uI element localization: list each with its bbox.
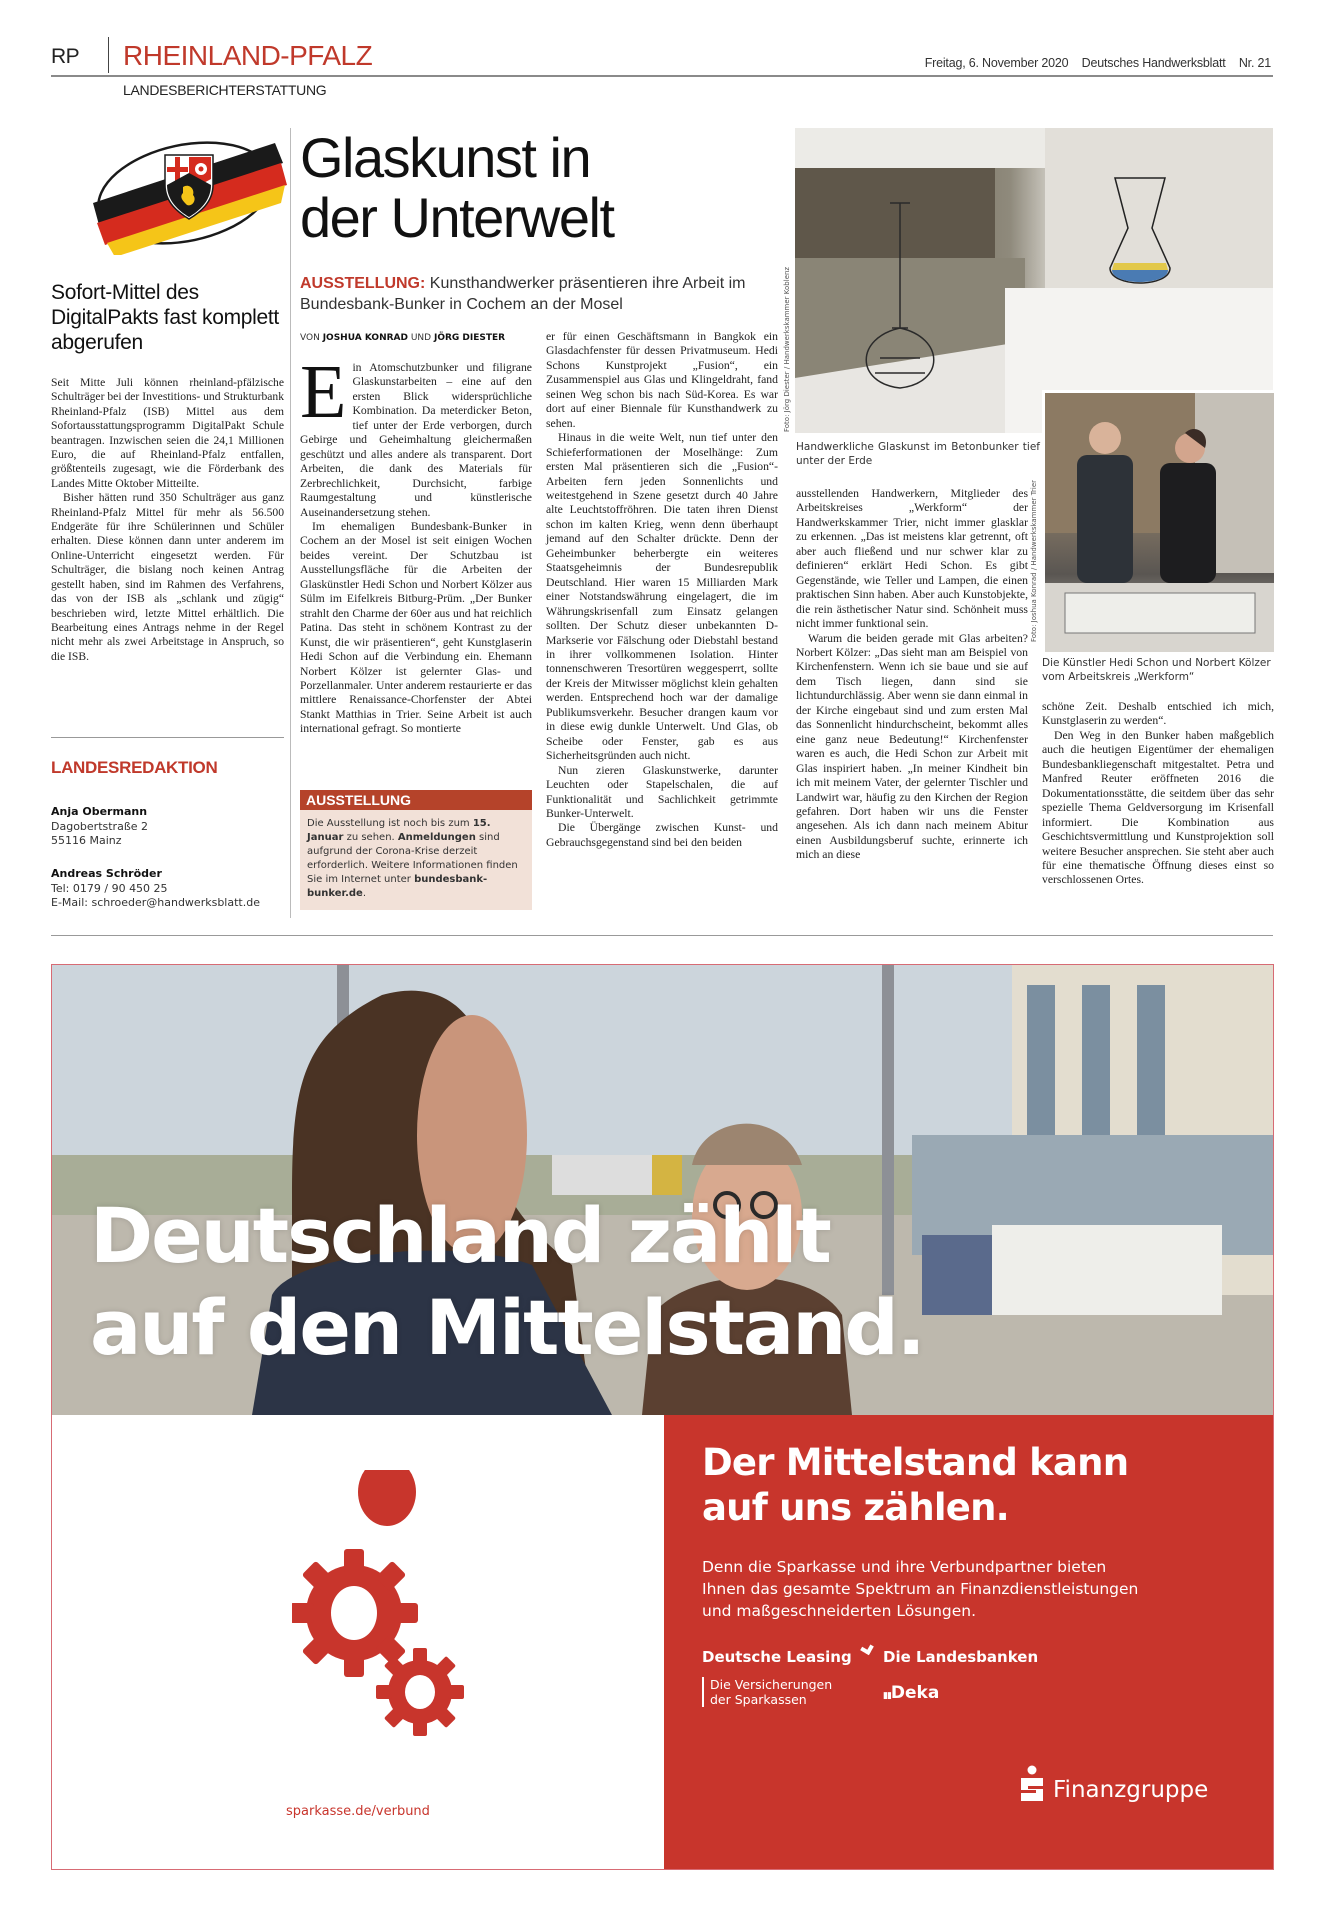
sparkasse-s-icon (1019, 1765, 1045, 1805)
gears-person-icon (292, 1470, 472, 1740)
photo-caption: Handwerkliche Glaskunst im Betonbunker tief unter der Erde (796, 441, 1040, 467)
photo-glass-art (795, 128, 1273, 433)
partner-deka: ▮▮Deka (883, 1683, 940, 1703)
contact-phone: Tel: 0179 / 90 450 25 (51, 881, 168, 895)
infobox-link[interactable]: bundesbank-bunker.de (307, 874, 488, 899)
ad-title: Der Mittelstand kann auf uns zählen. (702, 1441, 1129, 1529)
contact-name: Anja Obermann (51, 805, 148, 818)
section-code: RP (51, 45, 80, 68)
section-subtitle: LANDESBERICHTERSTATTUNG (123, 82, 327, 98)
byline: VON JOSHUA KONRAD UND JÖRG DIESTER (300, 333, 506, 343)
issue-number: Nr. 21 (1238, 56, 1271, 70)
photo-artists (1042, 390, 1274, 652)
sparkasse-finanzgruppe-logo: Finanzgruppe (1019, 1765, 1208, 1805)
sidebar-paragraph: Bisher hätten rund 350 Schulträger aus ganz Rheinland-Pfalz Mittel für mehr als 56.500 Endgeräte für ihre Schülerinnen und Schüler erhalten. Diese können dann unter anderem im Online-Unterricht eingesetzt werden. Für Schulträger, die bislang noch keinen Antrag gestellt haben, sind im Rahmen des Verfahrens, das von der ISB als „schlank und zügig“ beschrieben wird, letzte Mittel erhältlich. Die Bearbeitung eines Antrags nehme in der Regel nicht mehr als zwei Arbeitstage in Anspruch, so die ISB. (51, 491, 284, 663)
article-column-1: Ein Atomschutzbunker und filigrane Glaskunstarbeiten – eine auf den ersten Blick widersprüchliche Kombination. Da meterdicker Beton, tief unter der Erde verborgen, durch Gebirge und Geheimhaltung gleichermaßen geschützt und alles andere als transparent. Dort Arbeiten, die dank des Materials für Zerbrechlichkeit, Durchsicht, farbige Raumgestaltung und künstlerische Auseinandersetzung stehen. Im ehemaligen Bundesbank-Bunker in Cochem an der Mosel ist seit einigen Wochen beides vereint. Der Schutzbau ist Ausstellungsfläche für die Arbeiten der Glaskünstler Hedi Schon und Norbert Kölzer aus Sülm im Eifelkreis Bitburg-Prüm. „Der Bunker strahlt den Charme der 60er aus und hat reichlich Patina. Das steht in schönem Kontrast zu der Kunst, die wir präsentieren“, geht Kunstglaserin Hedi Schon auf die Verbindung ein. Ehemann Norbert Kölzer ist gelernter Glas- und Porzellanmaler. Unter anderem restaurierte er das mittlere Renaissance-Chorfenster der Abtei Stankt Matthias in Trier. Seine Arbeit ist auch international gefragt. So montierte (300, 350, 532, 736)
article-column-2: er für einen Geschäftsmann in Bangkok ein Glasdachfenster für dessen Privatmuseum. Hedi Schons Kunstprojekt „Fusion“, ein Zusammenspiel aus Glas und Klingeldraht, fand seinen Weg schon bis nach Süd-Korea. Es war dort auf einer Biennale für Kunsthandwerk zu sehen. Hinaus in die weite Welt, nun tief unter den Schieferformationen der Moselhänge: Zum ersten Mal präsentieren sich die „Fusion“-Arbeiten fern jeden Sonnenlichts und weitestgehend in Szene gesetzt durch 40 Jahre alte Leuchtstoffröhren. Die taten ihren Dienst schon im kalten Krieg, wenn denn überhaupt jemand auf den Schalter drückte. Denn der Geheimbunker beherbergte ein weiteres Staatsgeheimnis der Bundesrepublik Deutschland. Hier waren 15 Milliarden Mark einer Notstandswährung eingelagert, die im Währungskrisenfall zum Einsatz gelangen sollten. Der Schutz dieser unbekannten D-Markserie vor Fälschung oder Diebstahl bestand in ihrer vollkommenen Isolation. Hinter tonnenschweren Tresortüren weggesperrt, sollte der Kreis der Mitwisser möglichst klein gehalten werden. Entsprechend hoch war der damalige Publikumsverkehr. Besucher drangen kaum vor in diese ewig dunkle Unterwelt. Und Glas, ob Scheibe oder Fenster, gab es aus Sicherheitsgründen auch nicht. Nun zieren Glaskunstwerke, darunter Leuchten oder Stapelschalen, die auf Funktionalität und Sachlichkeit getrimmte Bunker-Unterwelt. Die Übergänge zwischen Kunst- und Gebrauchsgegenstand sind bei den beiden (546, 330, 778, 849)
section-title: RHEINLAND-PFALZ (123, 40, 373, 71)
article-column-3: ausstellenden Handwerkern, Mitglieder des Arbeitskreises „Werkform“ der Handwerkskammer Trier, nicht immer glasklar zu erkennen. „Das ist meistens klar getrennt, oft aber auch fließend und nur schwer klar zu definieren“ erklärt Hedi Schon. Es gibt Gegenstände, wie Teller und Lampen, die einen praktischen Sinn haben. Aber auch Kunstobjekte, die rein ästhetischer Natur sind. Schönheit muss nicht immer funktional sein. Warum die beiden gerade mit Glas arbeiten? Norbert Kölzer: „Das sieht man am Beispiel von Kirchenfenstern. Wenn ich sie baue und sie auf dem Tisch liegen, dann sind sie lichtundurchlässig. Aber wenn sie dann einmal in der Kirche eingebaut sind und zum ersten Mal das Sonnenlicht hindurchscheint, bekommt alles eine ganz neue Bedeutung!“ Kirchenfenster waren es auch, die Hedi Schon zur Arbeit mit Glas inspiriert haben. „In meiner Kindheit bin ich mit meinem Vater, der gelernter Tischler und Landwirt war, häufig zu den Kirchen der Region gefahren. Dort haben wir uns die Fenster angesehen. Als ich dann nach meinem Abitur einen Ausbildungsberuf suchte, erinnerte ich mich an diese (796, 487, 1028, 862)
contact-email[interactable]: E-Mail: schroeder@handwerksblatt.de (51, 896, 260, 909)
ad-body: Denn die Sparkasse und ihre Verbundpartner bieten Ihnen das gesamte Spektrum an Finanzdienstleistungen und maßgeschneiderten Lösungen. (702, 1558, 1139, 1620)
article-deck (300, 273, 785, 315)
sidebar-article-headline: Sofort-Mittel des DigitalPakts fast komplett abgerufen (51, 281, 279, 354)
photo-caption: Die Künstler Hedi Schon und Norbert Kölzer vom Arbeitskreis „Werkform“ (1042, 657, 1271, 683)
article-deck-text: Kunsthandwerker präsentieren ihre Arbeit im Bundesbank-Bunker in Cochem an der Mosel (300, 275, 746, 313)
editorial-title: LANDESREDAKTION (51, 758, 218, 777)
author: JOSHUA KONRAD (322, 333, 408, 343)
author: JÖRG DIESTER (433, 333, 506, 343)
contact-name: Andreas Schröder (51, 867, 162, 880)
sidebar-article-body (51, 376, 284, 664)
ad-url-link[interactable]: sparkasse.de/verbund (286, 1804, 430, 1819)
publication-name: Deutsches Handwerksblatt (1081, 56, 1226, 70)
column-divider (290, 128, 291, 918)
photo-credit: Foto: Joshua Konrad / Handwerkskammer Trier (1030, 480, 1038, 642)
sparkasse-advertisement[interactable] (51, 964, 1274, 1870)
deka-bars-icon: ▮▮ (883, 1691, 891, 1701)
partner-versicherungen: Die Versicherungen der Sparkassen (702, 1677, 832, 1707)
ad-right-panel (664, 1415, 1274, 1870)
contact-line: 55116 Mainz (51, 834, 122, 847)
editorial-contact (51, 805, 291, 849)
rheinland-pfalz-logo (85, 125, 290, 255)
article-column-4: schöne Zeit. Deshalb entschied ich mich, Kunstglaserin zu werden“. Den Weg in den Bunker haben maßgeblich auch die heutigen Eigentümer der ehemaligen Bundesbankliegenschaft mitgestaltet. Petra und Manfred Reuter eröffneten 2016 die Dokumentationsstätte, die seitdem über das sehr spezielle Thema Geldversorgung im Krisenfall informiert. Die Kombination aus Geschichtsvermittlung und Kunstprojektion soll weitere Besucher ansprechen. Sie steht aber auch für eine thematische Öffnung dieses einst so verschlossenen Ortes. (1042, 700, 1274, 887)
issue-date: Freitag, 6. November 2020 (924, 56, 1069, 70)
infobox-body: Die Ausstellung ist noch bis zum 15. Januar zu sehen. Anmeldungen sind aufgrund der Corona-Krise derzeit erforderlich. Weitere Informationen finden Sie im Internet unter bundesbank-bunker.de. (307, 818, 518, 899)
header-divider (108, 37, 109, 73)
infobox-title: AUSSTELLUNG (300, 790, 532, 810)
ad-photo-businessmen (52, 965, 1273, 1415)
dropcap: E (300, 350, 347, 434)
header-rule (51, 75, 1273, 77)
article-kicker: AUSSTELLUNG: (300, 275, 426, 292)
ad-left-panel (52, 1415, 664, 1870)
article-title: Glaskunst in der Unterwelt (300, 126, 614, 249)
contact-line: Dagobertstraße 2 (51, 819, 149, 833)
sidebar-paragraph: Seit Mitte Juli können rheinland-pfälzische Schulträger bei der Investitions- und Strukturbank Rheinland-Pfalz (ISB) Mittel aus dem Sofortausstattungsprogramm DigitalPakt Schule beantragen. Inzwischen seien die 24,1 Millionen Euro, die auf Rheinland-Pfalz entfallen, größtenteils zugesagt, wie die Förderbank des Landes Mitte Oktober Mitteilte. (51, 376, 284, 490)
exhibition-infobox (300, 790, 532, 910)
partner-landesbanken: Die Landesbanken (883, 1648, 1039, 1666)
photo-credit: Foto: Jörg Diester / Handwerkskammer Koblenz (783, 266, 791, 432)
partner-deutsche-leasing: Deutsche Leasing (702, 1648, 867, 1666)
section-divider (51, 935, 1273, 936)
issue-meta (915, 56, 1271, 70)
sidebar-divider (51, 737, 284, 738)
ad-headline: Deutschland zählt auf den Mittelstand. (90, 1191, 924, 1372)
editorial-contact (51, 867, 291, 911)
leasing-mark-icon (860, 1642, 874, 1656)
